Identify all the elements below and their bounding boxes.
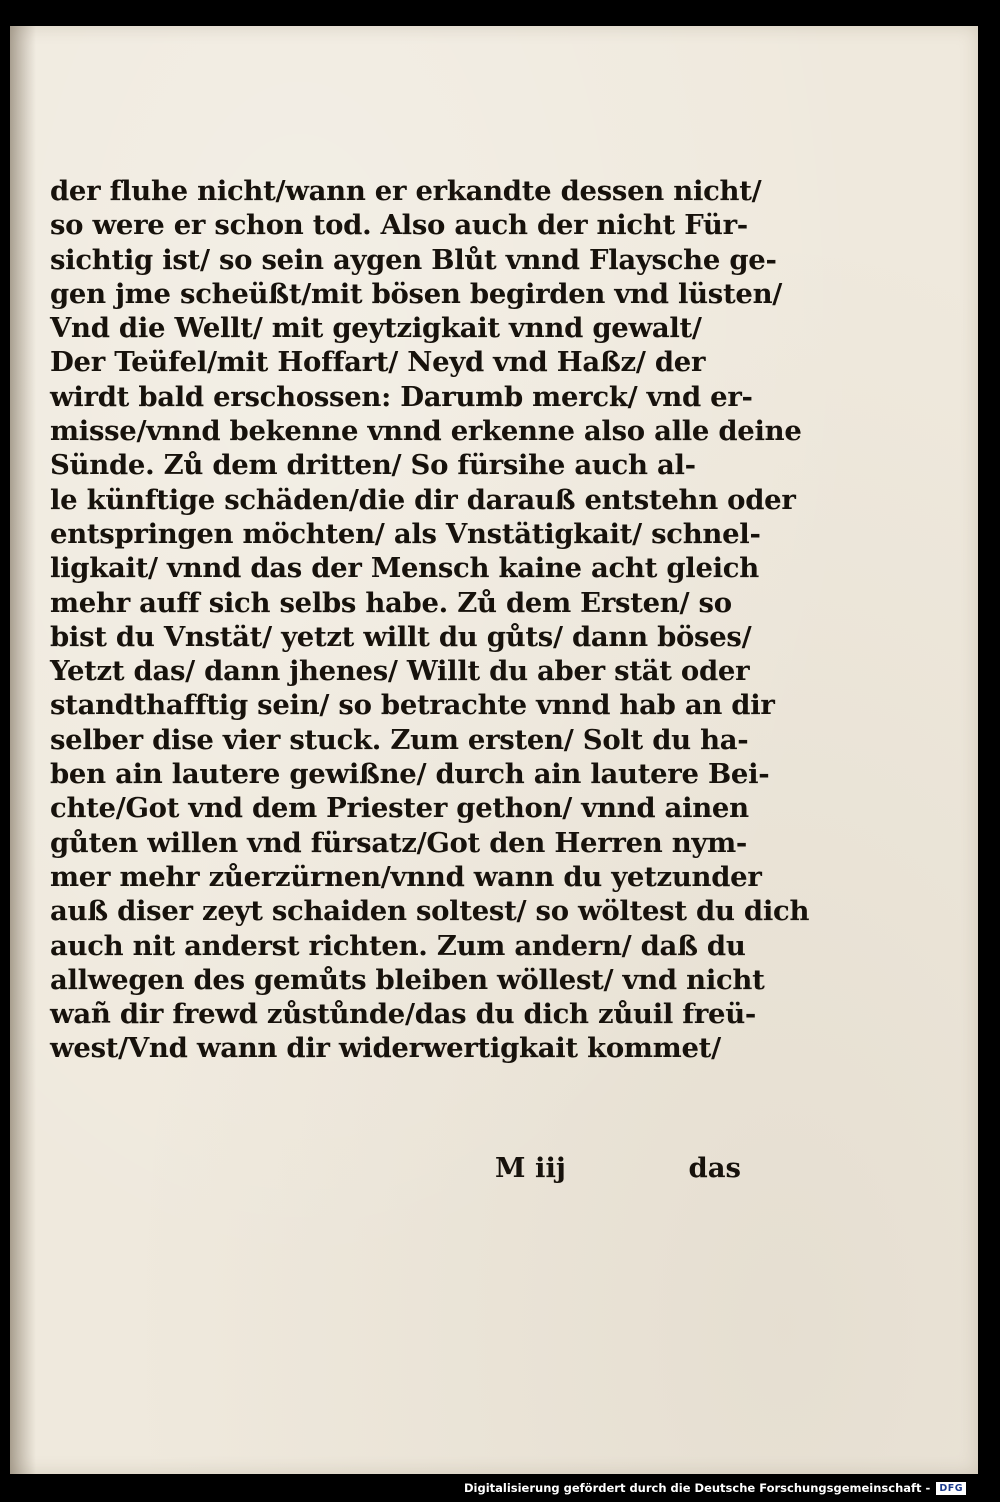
text-line-2: so were er schon tod. Also auch der nicht Für- — [50, 209, 748, 242]
text-line-16: standthafftig sein/ so betrachte vnnd hab an dir — [50, 689, 775, 722]
text-line-17: selber dise vier stuck. Zum ersten/ Solt du ha- — [50, 723, 749, 756]
text-line-1: der fluhe nicht/wann er erkandte dessen nicht/ — [50, 175, 762, 207]
text-line-4: gen jme scheüßt/mit bösen begirden vnd lüsten/ — [50, 277, 783, 310]
dfg-logo: DFG — [936, 1482, 966, 1495]
text-line-5: Vnd die Wellt/ mit geytzigkait vnnd gewalt/ — [50, 312, 702, 345]
text-line-11: entspringen möchten/ als Vnstätigkait/ schnel- — [50, 517, 761, 550]
credit-text: Digitalisierung gefördert durch die Deutsche Forschungsgemeinschaft - — [463, 1481, 931, 1495]
catchword: das — [688, 1152, 741, 1184]
text-line-26: west/Vnd wann dir widerwertigkait kommet/ — [50, 1032, 721, 1065]
text-line-6: Der Teüfel/mit Hoffart/ Neyd vnd Haßz/ der — [50, 346, 706, 379]
text-block — [50, 174, 810, 1066]
text-line-15: Yetzt das/ dann jhenes/ Willt du aber stät oder — [50, 655, 750, 688]
text-line-25: wañ dir frewd zůstůnde/das du dich zůuil freü- — [50, 998, 757, 1031]
text-line-18: ben ain lautere gewißne/ durch ain lautere Bei- — [50, 758, 770, 791]
text-line-10: le künftige schäden/die dir darauß entstehn oder — [50, 483, 796, 516]
text-line-20: gůten willen vnd fürsatz/Got den Herren nym- — [50, 826, 748, 859]
book-page — [10, 26, 978, 1474]
digitization-credit — [464, 1480, 966, 1496]
text-line-22: auß diser zeyt schaiden soltest/ so wöltest du dich — [50, 895, 810, 928]
text-line-12: ligkait/ vnnd das der Mensch kaine acht gleich — [50, 552, 759, 585]
page-gutter-shadow — [10, 26, 36, 1474]
text-line-24: allwegen des gemůts bleiben wöllest/ vnd nicht — [50, 963, 765, 996]
text-line-13: mehr auff sich selbs habe. Zů dem Ersten/ so — [50, 586, 732, 619]
page-footer-marks — [495, 1152, 741, 1188]
text-line-19: chte/Got vnd dem Priester gethon/ vnnd ainen — [50, 792, 749, 825]
text-line-7: wirdt bald erschossen: Darumb merck/ vnd er- — [50, 380, 753, 413]
signature-mark: M iij — [495, 1152, 566, 1184]
text-line-21: mer mehr zůerzürnen/vnnd wann du yetzunder — [50, 860, 762, 893]
text-line-8: misse/vnnd bekenne vnnd erkenne also alle deine — [50, 415, 802, 448]
text-line-9: Sünde. Zů dem dritten/ So fürsihe auch al- — [50, 449, 696, 482]
text-line-23: auch nit anderst richten. Zum andern/ daß du — [50, 929, 746, 962]
text-line-14: bist du Vnstät/ yetzt willt du gůts/ dann böses/ — [50, 620, 752, 653]
text-line-3: sichtig ist/ so sein aygen Blůt vnnd Flaysche ge- — [50, 243, 777, 276]
